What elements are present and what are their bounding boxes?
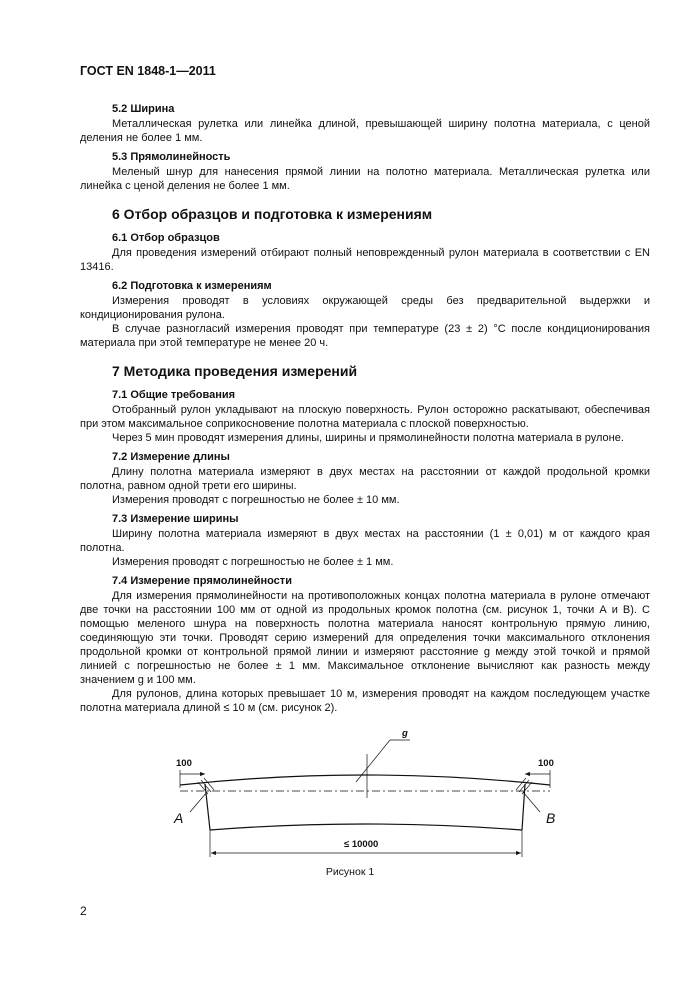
- section-7-3-para-2: Измерения проводят с погрешностью не более ± 1 мм.: [112, 556, 394, 568]
- section-7-1-para-2: Через 5 мин проводят измерения длины, ширины и прямолинейности полотна материала в рулоне.: [112, 432, 624, 444]
- section-5-2-title: 5.2 Ширина: [112, 103, 175, 115]
- sheet-bottom-edge: [210, 824, 522, 830]
- section-7-4-para-2: Для рулонов, длина которых превышает 10 м, измерения проводят на каждом последующем участке полотна материала длиной ≤ 10 м (см. рисунок 2).: [80, 688, 650, 714]
- section-6-title: 6 Отбор образцов и подготовка к измерениям: [112, 206, 433, 222]
- hatch-point-a: [198, 778, 214, 794]
- right-offset-label: 100: [538, 758, 554, 769]
- figure-1-diagram: [170, 730, 600, 880]
- point-a-label: A: [174, 810, 184, 826]
- section-7-1-para-1: Отобранный рулон укладывают на плоскую поверхность. Рулон осторожно раскатывают, обеспечивая при этом максимальное соприкосновение полотна материала с плоской поверхностью.: [80, 404, 650, 430]
- section-7-2-para-2: Измерения проводят с погрешностью не более ± 10 мм.: [112, 494, 400, 506]
- section-7-2-para-1: Длину полотна материала измеряют в двух местах на расстоянии от каждой продольной кромки полотна, равном одной трети его ширины.: [80, 466, 650, 492]
- length-label: ≤ 10000: [344, 839, 379, 850]
- left-offset-label: 100: [176, 758, 192, 769]
- page-number: 2: [80, 904, 87, 918]
- hatch-point-b: [516, 778, 532, 794]
- section-6-2-para-2: В случае разногласий измерения проводят при температуре (23 ± 2) °С после кондиционирования материала при этой температуре не менее 20 ч.: [80, 323, 650, 349]
- standard-code: ГОСТ EN 1848-1—2011: [80, 64, 216, 78]
- section-6-1-text: Для проведения измерений отбирают полный неповрежденный рулон материала в соответствии с EN 13416.: [80, 247, 650, 273]
- section-6-2-para-1: Измерения проводят в условиях окружающей среды без предварительной выдержки и кондиционирования рулона.: [80, 295, 650, 321]
- leader-point-b: [523, 792, 540, 812]
- section-7-1-title: 7.1 Общие требования: [112, 389, 236, 401]
- document-body: [80, 97, 650, 715]
- section-6-2-title: 6.2 Подготовка к измерениям: [112, 280, 272, 292]
- point-b-label: B: [546, 810, 556, 826]
- section-5-2-text: Металлическая рулетка или линейка длиной, превышающей ширину полотна материала, с ценой деления не более 1 мм.: [80, 118, 650, 144]
- figure-1-caption: Рисунок 1: [325, 866, 375, 878]
- sheet-top-edge: [180, 775, 550, 785]
- section-5-3-title: 5.3 Прямолинейность: [112, 151, 231, 163]
- leader-point-a: [190, 792, 207, 812]
- section-7-4-para-1: Для измерения прямолинейности на противоположных концах полотна материала в рулоне отмечают две точки на расстоянии 100 мм от одной из продольных кромок полотна (см. рисунок 1, точки А и В). С помощью меленого шнура на поверхность полотна материала наносят контрольную прямую линию, соединяющую эти точки. Проводят серию измерений для определения точки максимального отклонения продольной кромки от контрольной прямой линии и измеряют расстояние g между этой точкой и прямой линией с погрешностью не более ± 1 мм. Максимальное отклонение вычисляют как разность между значением g и 100 мм.: [80, 590, 650, 686]
- section-7-3-title: 7.3 Измерение ширины: [112, 513, 239, 525]
- section-7-4-title: 7.4 Измерение прямолинейности: [112, 575, 292, 587]
- section-5-3-text: Меленый шнур для нанесения прямой линии на полотно материала. Металлическая рулетка или линейка с ценой деления не более 1 мм.: [80, 166, 650, 192]
- gap-label: g: [402, 728, 408, 739]
- section-7-2-title: 7.2 Измерение длины: [112, 451, 230, 463]
- section-7-3-para-1: Ширину полотна материала измеряют в двух местах на расстоянии (1 ± 0,01) м от каждого края полотна.: [80, 528, 650, 554]
- section-6-1-title: 6.1 Отбор образцов: [112, 232, 220, 244]
- section-7-title: 7 Методика проведения измерений: [112, 363, 358, 379]
- figure-1-drawing: [170, 730, 600, 880]
